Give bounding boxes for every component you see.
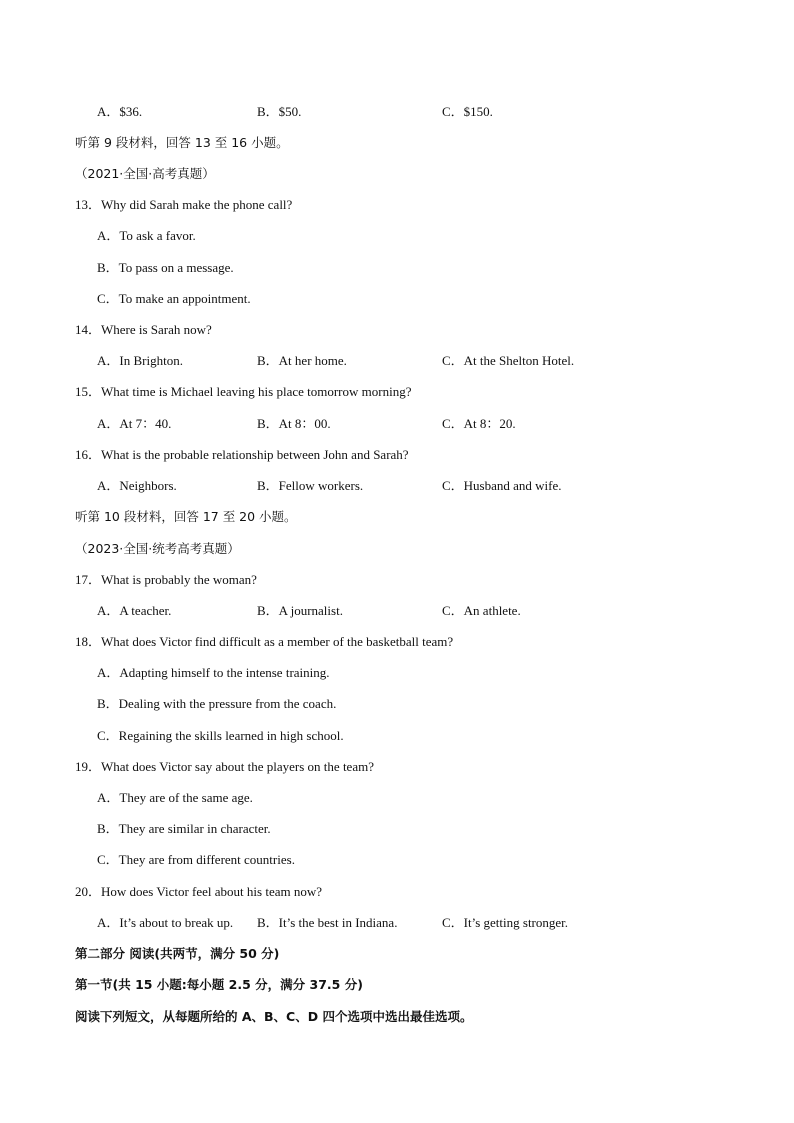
- q20-options: [0, 913, 794, 933]
- option-text: C．To make an appointment.: [97, 291, 251, 306]
- option-text: B．They are similar in character.: [97, 821, 271, 836]
- section-10-heading: [0, 507, 794, 527]
- source-text: （2023·全国·统考高考真题）: [75, 541, 240, 556]
- part-2-section-1: [0, 975, 794, 995]
- option-c: C．It’s getting stronger.: [442, 915, 569, 930]
- option-text: B．To pass on a message.: [97, 260, 234, 275]
- option-a: A．At 7：40.: [97, 416, 172, 431]
- question-stem: 15．What time is Michael leaving his place tomorrow morning?: [75, 384, 412, 399]
- section-title-text: 第一节(共 15 小题:每小题 2.5 分，满分 37.5 分): [75, 977, 363, 992]
- question-stem: 18．What does Victor find difficult as a member of the basketball team?: [75, 634, 454, 649]
- option-c: C．At 8：20.: [442, 416, 516, 431]
- q19-option-a: [0, 788, 794, 808]
- question-stem: 14．Where is Sarah now?: [75, 322, 212, 337]
- option-a: A．In Brighton.: [97, 353, 183, 368]
- option-text: A．Adapting himself to the intense training.: [97, 665, 330, 680]
- part-2-instruction: [0, 1007, 794, 1027]
- option-text: B．Dealing with the pressure from the coach.: [97, 696, 337, 711]
- source-text: （2021·全国·高考真题）: [75, 166, 215, 181]
- options-row-q12: [0, 102, 794, 122]
- question-14: [0, 320, 794, 340]
- q17-options: [0, 601, 794, 621]
- option-a: A．It’s about to break up.: [97, 915, 234, 930]
- section-heading-text: 听第 10 段材料，回答 17 至 20 小题。: [75, 509, 297, 524]
- q13-option-a: [0, 226, 794, 246]
- q15-options: [0, 414, 794, 434]
- option-b: B．It’s the best in Indiana.: [257, 915, 398, 930]
- question-stem: 13．Why did Sarah make the phone call?: [75, 197, 293, 212]
- section-9-source: [0, 164, 794, 184]
- q18-option-b: [0, 694, 794, 714]
- q13-option-b: [0, 258, 794, 278]
- q18-option-c: [0, 726, 794, 746]
- option-b: B．Fellow workers.: [257, 478, 364, 493]
- option-a: A．$36.: [97, 104, 143, 119]
- question-stem: 16．What is the probable relationship between John and Sarah?: [75, 447, 409, 462]
- q14-options: [0, 351, 794, 371]
- question-stem: 20．How does Victor feel about his team now?: [75, 884, 323, 899]
- question-13: [0, 195, 794, 215]
- option-text: A．To ask a favor.: [97, 228, 196, 243]
- q13-option-c: [0, 289, 794, 309]
- option-a: A．Neighbors.: [97, 478, 177, 493]
- section-heading-text: 听第 9 段材料，回答 13 至 16 小题。: [75, 135, 289, 150]
- option-c: C．$150.: [442, 104, 493, 119]
- section-10-source: [0, 539, 794, 559]
- option-c: C．Husband and wife.: [442, 478, 562, 493]
- option-b: B．At her home.: [257, 353, 347, 368]
- question-18: [0, 632, 794, 652]
- option-c: C．An athlete.: [442, 603, 521, 618]
- part-2-title: [0, 944, 794, 964]
- question-16: [0, 445, 794, 465]
- question-17: [0, 570, 794, 590]
- option-a: A．A teacher.: [97, 603, 172, 618]
- question-19: [0, 757, 794, 777]
- instruction-text: 阅读下列短文，从每题所给的 A、B、C、D 四个选项中选出最佳选项。: [75, 1009, 473, 1024]
- option-c: C．At the Shelton Hotel.: [442, 353, 575, 368]
- question-stem: 19．What does Victor say about the players on the team?: [75, 759, 374, 774]
- option-b: B．$50.: [257, 104, 302, 119]
- option-text: C．Regaining the skills learned in high school.: [97, 728, 344, 743]
- q18-option-a: [0, 663, 794, 683]
- option-b: B．A journalist.: [257, 603, 343, 618]
- q16-options: [0, 476, 794, 496]
- option-b: B．At 8：00.: [257, 416, 331, 431]
- option-text: A．They are of the same age.: [97, 790, 253, 805]
- question-15: [0, 382, 794, 402]
- question-20: [0, 882, 794, 902]
- question-stem: 17．What is probably the woman?: [75, 572, 257, 587]
- q19-option-b: [0, 819, 794, 839]
- option-text: C．They are from different countries.: [97, 852, 295, 867]
- section-9-heading: [0, 133, 794, 153]
- q19-option-c: [0, 850, 794, 870]
- part-title-text: 第二部分 阅读(共两节，满分 50 分): [75, 946, 280, 961]
